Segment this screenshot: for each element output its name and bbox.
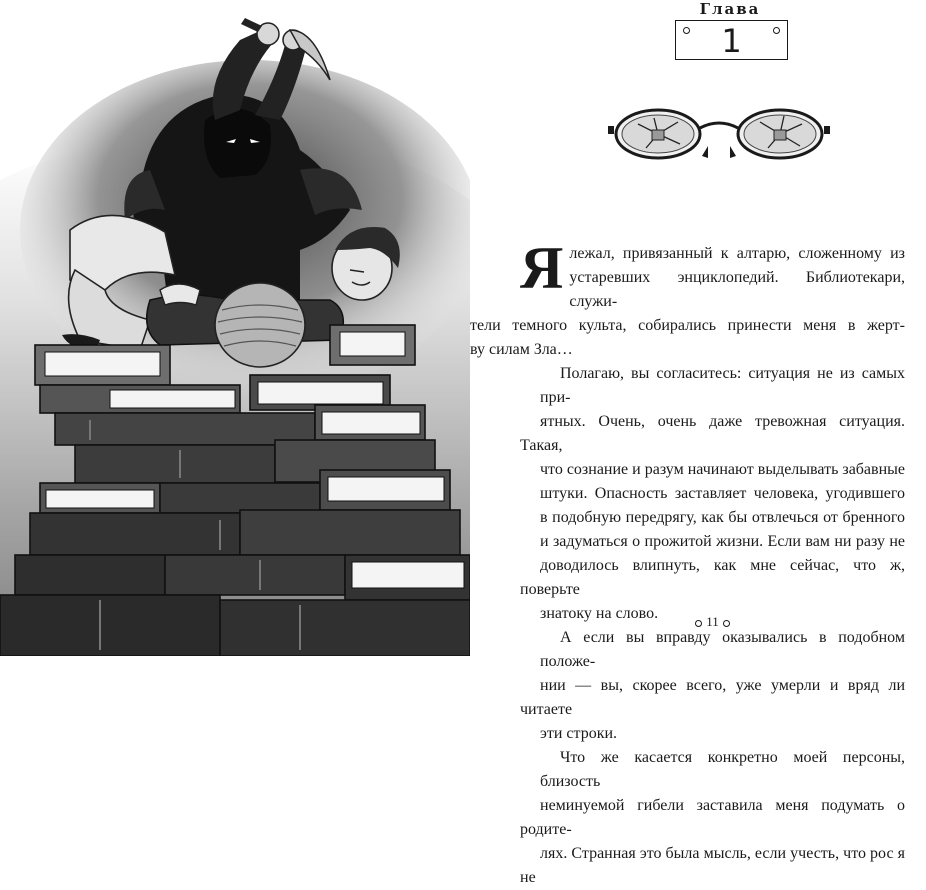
illustration-graphic — [0, 0, 470, 656]
chapter-illustration — [0, 0, 470, 656]
text-line: доводилось влипнуть, как мне сейчас, что ж, поверьте — [520, 557, 905, 598]
text-line: что сознание и разум начинают выделывать забавные — [540, 461, 905, 478]
text-line: знатоку на слово. — [540, 605, 659, 622]
chapter-number-box — [675, 20, 788, 60]
text-line: Полагаю, вы согласитесь: ситуация не из самых при- — [540, 365, 905, 406]
page-number — [520, 614, 905, 630]
paragraph — [470, 235, 905, 362]
text-line: лях. Странная это была мысль, если учесть, что рос я не — [520, 845, 905, 886]
chapter-number: 1 — [721, 22, 742, 60]
paragraph — [520, 746, 905, 890]
ornament-dot-icon — [723, 620, 730, 627]
chapter-label: Глава — [699, 0, 761, 18]
text-line: Что же касается конкретно моей персоны, близость — [540, 749, 905, 790]
text-line: неминуемой гибели заставила меня подумать о родите- — [520, 797, 905, 838]
page-number-value: 11 — [706, 614, 719, 629]
text-line: эти строки. — [540, 725, 618, 742]
paragraph — [520, 626, 905, 746]
text-line: устаревших энциклопедий. Библиотекари, служи- — [569, 269, 905, 310]
broken-glasses-icon — [608, 98, 830, 166]
ornament-dot-icon — [695, 620, 702, 627]
text-line: лежал, привязанный к алтарю, сложенному из — [569, 245, 905, 262]
text-line: нии — вы, скорее всего, уже умерли и вряд ли читаете — [520, 677, 905, 718]
chapter-text — [470, 235, 905, 890]
text-line: А если вы вправду оказывались в подобном положе- — [540, 629, 905, 670]
paragraph — [520, 362, 905, 626]
text-page — [470, 0, 905, 886]
text-line: и задуматься о прожитой жизни. Если вам ни разу не — [540, 533, 905, 550]
text-line: ву силам Зла… — [470, 341, 573, 358]
text-line: ятных. Очень, очень даже тревожная ситуация. Такая, — [520, 413, 905, 454]
text-line: тели темного культа, собирались принести меня в жерт- — [470, 317, 905, 334]
drop-cap: Я — [520, 235, 564, 301]
text-line: в подобную передрягу, как бы отвлечься от бренного — [540, 509, 905, 526]
text-line: штуки. Опасность заставляет человека, угодившего — [540, 485, 905, 502]
